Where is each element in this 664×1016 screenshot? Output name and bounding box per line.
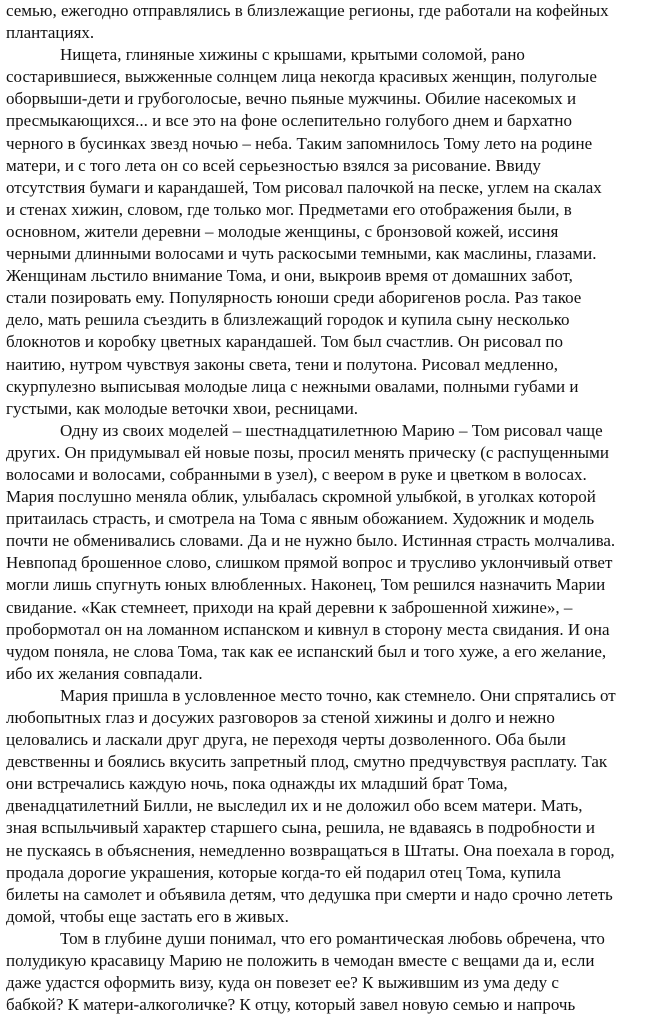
text-line: свидание. «Как стемнеет, приходи на край деревни к заброшенной хижине», – — [6, 597, 573, 617]
text-line: чудом поняла, не слова Тома, так как ее испанский был и того хуже, а его желание, — [6, 641, 607, 661]
text-line: двенадцатилетний Билли, не выследил их и не доложил обо всем матери. Мать, — [6, 796, 583, 816]
text-line: Одну из своих моделей – шестнадцатилетнюю Марию – Том рисовал чаще — [60, 420, 603, 440]
text-line: Том в глубине души понимал, что его романтическая любовь обречена, что — [60, 928, 605, 948]
text-line: основном, жители деревни – молодые женщины, с бронзовой кожей, иссиня — [6, 221, 559, 241]
text-line: стали позировать ему. Популярность юноши среди аборигенов росла. Раз такое — [6, 288, 582, 308]
text-line: почти не обменивались словами. Да и не нужно было. Истинная страсть молчалива. — [6, 531, 616, 551]
text-line: любопытных глаз и досужих разговоров за стеной хижины и долго и нежно — [6, 708, 555, 727]
paragraph — [6, 0, 658, 44]
text-line: наитию, нутром чувствуя законы света, тени и полутона. Рисовал медленно, — [6, 354, 559, 374]
text-line: отсутствия бумаги и карандашей, Том рисовал палочкой на песке, углем на скалах — [6, 177, 602, 197]
text-line: черными длинными волосами и чуть раскосыми темными, как маслины, глазами. — [6, 244, 597, 264]
text-line: они встречались каждую ночь, пока однажды их младший брат Тома, — [6, 774, 508, 794]
text-line: пресмыкающихся... и все это на фоне ослепительно голубого днем и бархатно — [6, 111, 573, 131]
text-line: волосами и волосами, собранными в узел), с веером в руке и цветком в волосах. — [6, 464, 587, 484]
text-line: черного в бусинках звезд ночью – неба. Таким запомнилось Тому лето на родине — [6, 133, 593, 153]
text-line: Невпопад брошенное слово, слишком прямой вопрос и трусливо уклончивый ответ — [6, 553, 613, 573]
text-line: бабкой? К матери-алкоголичке? К отцу, который завел новую семью и напрочь — [6, 995, 576, 1015]
text-line: плантациях. — [6, 23, 95, 43]
text-line: Мария пришла в условленное место точно, как стемнело. Они спрятались от — [60, 685, 616, 705]
body-text — [6, 0, 658, 1016]
text-line: матери, и с того лета он со всей серьезностью взялся за рисование. Ввиду — [6, 155, 541, 175]
text-line: ибо их желания совпадали. — [6, 663, 203, 683]
text-line: и стенах хижин, словом, где только мог. Предметами его отображения были, в — [6, 199, 572, 219]
text-line: семью, ежегодно отправлялись в близлежащие регионы, где работали на кофейных — [6, 1, 609, 20]
text-line: пробормотал он на ломанном испанском и кивнул в сторону места свидания. И она — [6, 619, 610, 639]
paragraph — [6, 44, 658, 420]
text-line: полудикую красавицу Марию не положить в чемодан вместе с вещами да и, если — [6, 951, 595, 971]
text-line: не пускаясь в объяснения, немедленно возвращаться в Штаты. Она поехала в город, — [6, 840, 615, 860]
text-line: других. Он придумывал ей новые позы, просил менять прическу (с распущенными — [6, 442, 609, 462]
text-line: оборвыши-дети и грубоголосые, вечно пьяные мужчины. Обилие насекомых и — [6, 89, 577, 109]
text-line: блокнотов и коробку цветных карандашей. Том был счастлив. Он рисовал по — [6, 332, 564, 352]
text-line: даже удастся оформить визу, куда он повезет ее? К выжившим из ума деду с — [6, 973, 559, 993]
text-line: домой, чтобы еще застать его в живых. — [6, 906, 289, 926]
paragraph — [6, 685, 658, 928]
text-line: могли лишь спугнуть юных влюбленных. Наконец, Том решился назначить Марии — [6, 575, 606, 595]
text-line: состарившиеся, выжженные солнцем лица некогда красивых женщин, полуголые — [6, 67, 597, 87]
text-line: скурпулезно выписывая молодые лица с нежными овалами, полными губами и — [6, 376, 579, 396]
paragraph — [6, 420, 658, 685]
text-line: продала дорогие украшения, которые когда-то ей подарил отец Тома, купила — [6, 862, 561, 882]
text-line: Нищета, глиняные хижины с крышами, крытыми соломой, рано — [60, 45, 525, 65]
text-line: девственны и боялись вкусить запретный плод, смутно предчувствуя расплату. Так — [6, 752, 608, 772]
text-line: Мария послушно меняла облик, улыбалась скромной улыбкой, в уголках которой — [6, 487, 596, 507]
text-line: билеты на самолет и объявила детям, что дедушка при смерти и надо срочно лететь — [6, 884, 613, 904]
text-line: зная вспыльчивый характер старшего сына, решила, не вдаваясь в подробности и — [6, 818, 595, 838]
paragraph — [6, 928, 658, 1016]
text-line: дело, мать решила съездить в близлежащий городок и купила сыну несколько — [6, 310, 570, 330]
text-line: притаилась страсть, и смотрела на Тома с явным обожанием. Художник и модель — [6, 509, 595, 529]
text-line: целовались и ласкали друг друга, не переходя черты дозволенного. Оба были — [6, 730, 566, 750]
text-line: густыми, как молодые веточки хвои, ресницами. — [6, 398, 359, 418]
text-line: Женщинам льстило внимание Тома, и они, выкроив время от домашних забот, — [6, 266, 573, 286]
